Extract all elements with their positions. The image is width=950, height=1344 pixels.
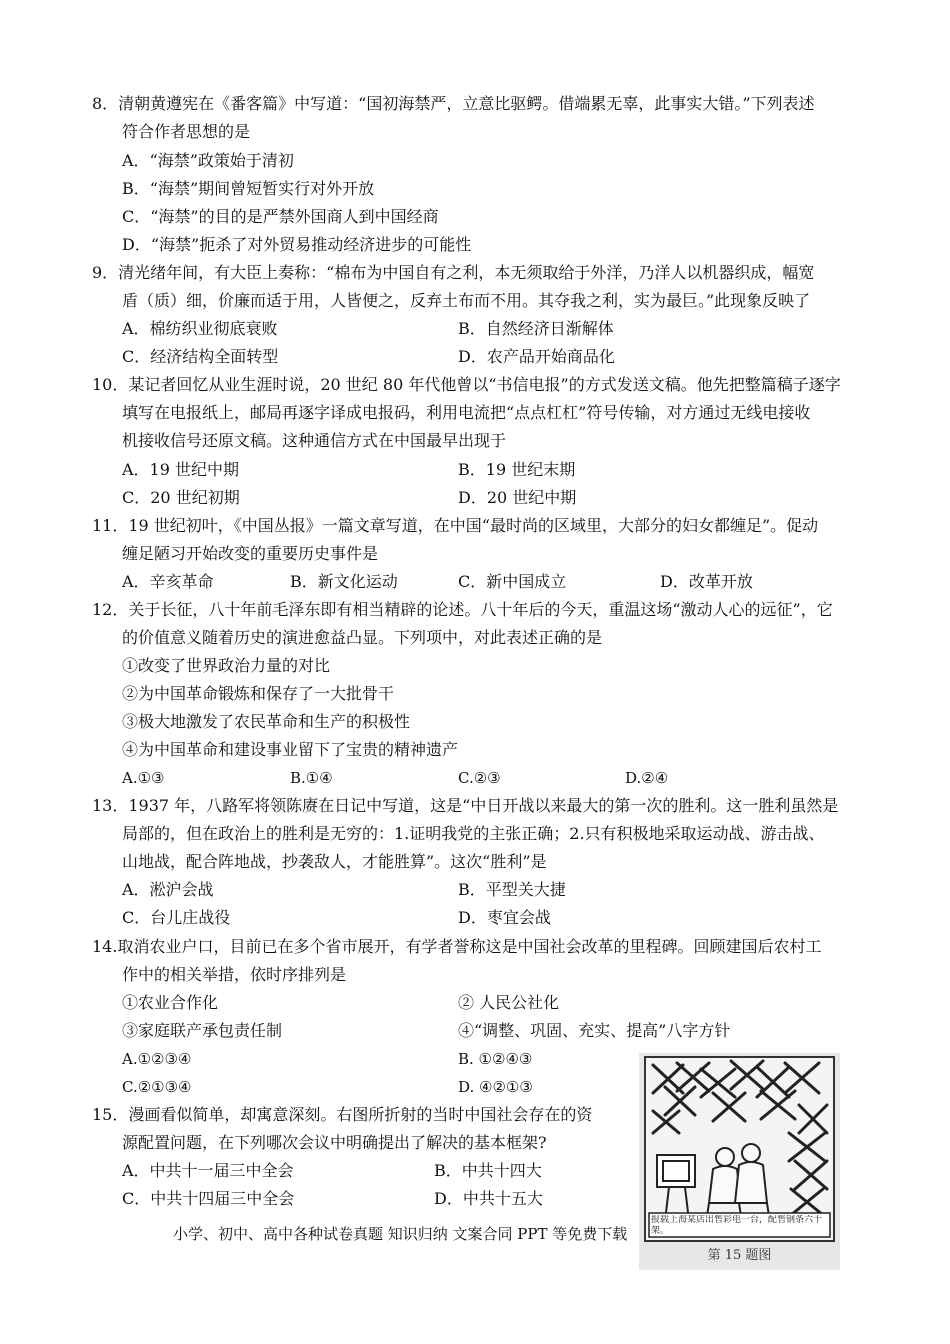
figure-label: 第 15 题图 — [707, 1248, 772, 1263]
q12-item-1: ①改变了世界政治力量的对比 — [122, 656, 331, 675]
q9-option-b: B．自然经济日渐解体 — [458, 319, 614, 338]
q14-item-4: ④“调整、巩固、充实、提高”八字方针 — [458, 1021, 731, 1040]
q14-option-b: B. ①②④③ — [458, 1050, 533, 1068]
q10-stem-line1: 10．某记者回忆从业生涯时说，20 世纪 80 年代他曾以“书信电报”的方式发送文稿。他先把整篇稿子逐字 — [92, 375, 841, 394]
q12-option-d: D.②④ — [625, 769, 669, 787]
q11-stem-line2: 缠足陋习开始改变的重要历史事件是 — [122, 544, 379, 563]
q8-option-c: C．“海禁”的目的是严禁外国商人到中国经商 — [122, 207, 439, 226]
q15-option-d: D．中共十五大 — [434, 1189, 543, 1208]
q12-option-b: B.①④ — [290, 769, 333, 787]
q10-stem-line3: 机接收信号还原文稿。这种通信方式在中国最早出现于 — [122, 431, 507, 450]
q12-item-2: ②为中国革命锻炼和保存了一大批骨干 — [122, 684, 395, 703]
q11-stem-line1: 11．19 世纪初叶，《中国丛报》一篇文章写道，在中国“最时尚的区域里，大部分的妇女都缠足”。促动 — [92, 516, 819, 535]
q12-stem-line2: 的价值意义随着历史的演进愈益凸显。下列项中，对此表述正确的是 — [122, 628, 603, 647]
q13-option-c: C．台儿庄战役 — [122, 908, 231, 927]
q15-stem-line1: 15．漫画看似简单，却寓意深刻。右图所折射的当时中国社会存在的资 — [92, 1105, 593, 1124]
q12-item-3: ③极大地激发了农民革命和生产的积极性 — [122, 712, 411, 731]
q13-stem-line3: 山地战，配合阵地战，抄袭敌人，才能胜算”。这次“胜利”是 — [122, 852, 547, 871]
q15-option-a: A．中共十一届三中全会 — [122, 1161, 294, 1180]
q13-option-b: B．平型关大捷 — [458, 880, 566, 899]
q14-item-1: ①农业合作化 — [122, 993, 219, 1012]
q12-option-a: A.①③ — [122, 769, 165, 787]
q13-option-d: D．枣宜会战 — [458, 908, 551, 927]
q9-stem-line2: 盾（质）细，价廉而适于用，人皆便之，反弃土布而不用。其夺我之利，实为最巨。”此现象反映了 — [122, 291, 811, 310]
q14-stem-line1: 14.取消农业户口，目前已在多个省市展开，有学者誉称这是中国社会改革的里程碑。回顾建国后农村工 — [92, 937, 822, 956]
q10-option-a: A．19 世纪中期 — [122, 460, 240, 479]
q8-stem-line2: 符合作者思想的是 — [122, 122, 251, 141]
q8-option-d: D．“海禁”扼杀了对外贸易推动经济进步的可能性 — [122, 235, 472, 254]
q13-option-a: A．淞沪会战 — [122, 880, 214, 899]
q13-stem-line2: 局部的，但在政治上的胜利是无穷的：1.证明我党的主张正确；2.只有积极地采取运动战、游击战、 — [122, 824, 825, 843]
q14-option-a: A.①②③④ — [122, 1050, 192, 1068]
q15-option-c: C．中共十四届三中全会 — [122, 1189, 295, 1208]
cartoon-caption: 报载上海某店出售彩电一台，配售钢条六十架。 — [651, 1215, 823, 1236]
q8-option-a: A．“海禁”政策始于清初 — [122, 151, 294, 170]
q12-item-4: ④为中国革命和建设事业留下了宝贵的精神遗产 — [122, 740, 459, 759]
q9-stem-line1: 9．清光绪年间，有大臣上奏称：“棉布为中国自有之利，本无须取给于外洋，乃洋人以机器织成，幅宽 — [92, 263, 815, 282]
q11-option-b: B．新文化运动 — [290, 572, 398, 591]
footer-download-note: 小学、初中、高中各种试卷真题 知识归纳 文案合同 PPT 等免费下载 — [173, 1225, 628, 1243]
cartoon-figure — [639, 1053, 840, 1270]
q10-option-b: B．19 世纪末期 — [458, 460, 576, 479]
q8-option-b: B．“海禁”期间曾短暂实行对外开放 — [122, 179, 375, 198]
q9-option-d: D．农产品开始商品化 — [458, 347, 615, 366]
q10-stem-line2: 填写在电报纸上，邮局再逐字译成电报码，利用电流把“点点杠杠”符号传输，对方通过无线电接收 — [122, 403, 811, 422]
q9-option-c: C．经济结构全面转型 — [122, 347, 279, 366]
q11-option-c: C．新中国成立 — [458, 572, 567, 591]
q12-stem-line1: 12．关于长征，八十年前毛泽东即有相当精辟的论述。八十年后的今天，重温这场“激动人心的远征”，它 — [92, 600, 833, 619]
q14-item-2: ② 人民公社化 — [458, 993, 560, 1012]
q8-stem-line1: 8．清朝黄遵宪在《番客篇》中写道：“国初海禁严，立意比驱鳄。借端累无辜，此事实大错。”下列表述 — [92, 94, 815, 113]
q12-option-c: C.②③ — [458, 769, 501, 787]
q15-stem-line2: 源配置问题，在下列哪次会议中明确提出了解决的基本框架? — [122, 1133, 547, 1152]
q9-option-a: A．棉纺织业彻底衰败 — [122, 319, 278, 338]
q14-item-3: ③家庭联产承包责任制 — [122, 1021, 283, 1040]
q11-option-d: D．改革开放 — [660, 572, 753, 591]
q15-option-b: B．中共十四大 — [434, 1161, 542, 1180]
q10-option-c: C．20 世纪初期 — [122, 488, 240, 507]
q14-option-d: D. ④②①③ — [458, 1078, 533, 1096]
q10-option-d: D．20 世纪中期 — [458, 488, 577, 507]
q14-option-c: C.②①③④ — [122, 1078, 192, 1096]
q13-stem-line1: 13．1937 年，八路军将领陈赓在日记中写道，这是“中日开战以来最大的第一次的胜利。这一胜利虽然是 — [92, 796, 839, 815]
q14-stem-line2: 作中的相关举措，依时序排列是 — [122, 965, 347, 984]
q11-option-a: A．辛亥革命 — [122, 572, 214, 591]
cartoon-drawing — [639, 1053, 840, 1270]
